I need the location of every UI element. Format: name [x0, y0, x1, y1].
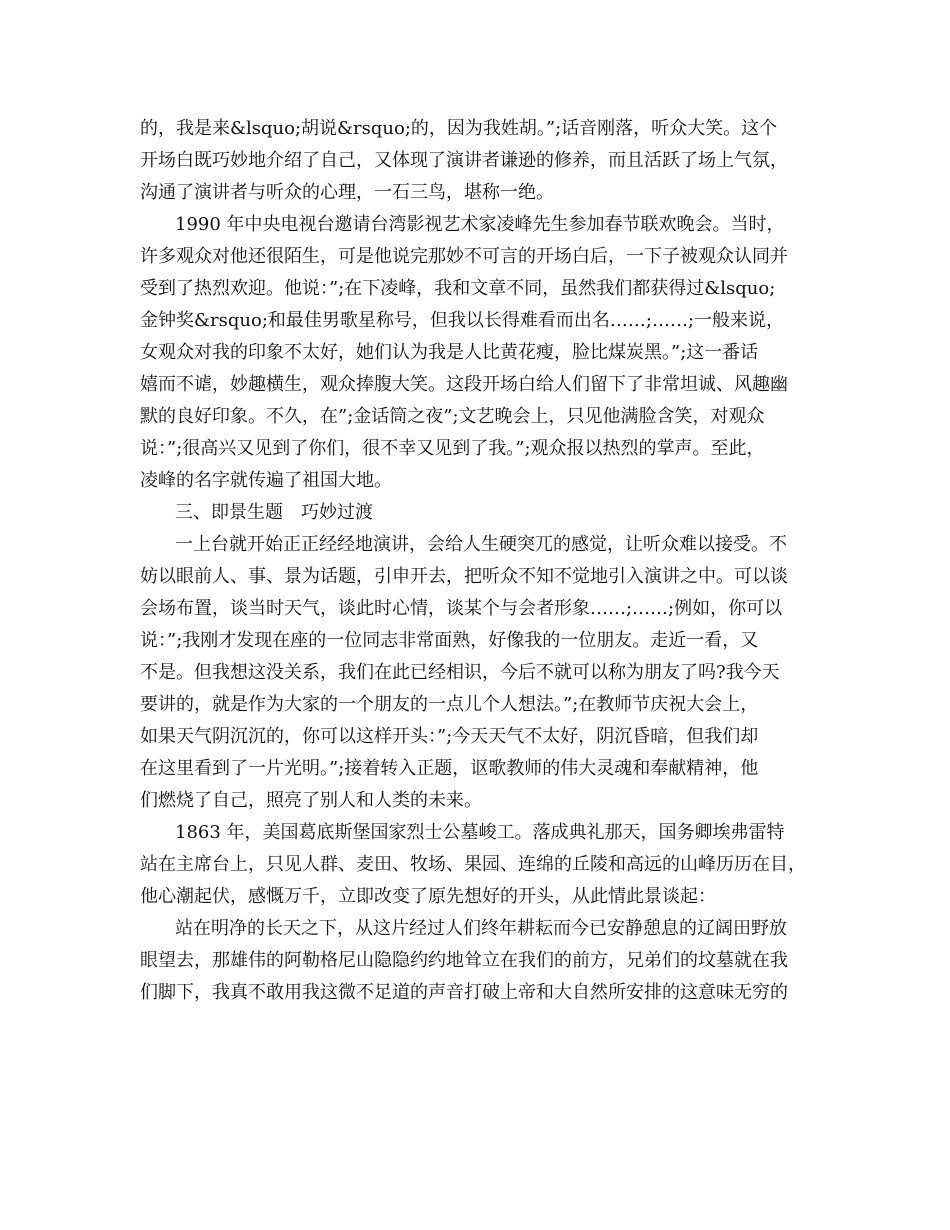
text-line: 开场白既巧妙地介绍了自己，又体现了演讲者谦逊的修养，而且活跃了场上气氛，: [140, 150, 788, 171]
paragraph-first-line: 1990 年中央电视台邀请台湾影视艺术家凌峰先生参加春节联欢晚会。当时，: [175, 214, 785, 235]
text-line: 要讲的，就是作为大家的一个朋友的一点儿个人想法。”;在教师节庆祝大会上，: [140, 694, 759, 715]
text-line: 金钟奖&rsquo;和最佳男歌星称号，但我以长得难看而出名……;……;一般来说，: [140, 310, 785, 331]
text-line: 们脚下，我真不敢用我这微不足道的声音打破上帝和大自然所安排的这意味无穷的: [140, 982, 788, 1003]
text-line: 说：”;我刚才发现在座的一位同志非常面熟，好像我的一位朋友。走近一看，又: [140, 630, 759, 651]
text-line: 的，我是来&lsquo;胡说&rsquo;的，因为我姓胡。”;话音刚落，听众大笑。这个: [140, 118, 778, 139]
paragraph-first-line: 站在明净的长天之下，从这片经过人们终年耕耘而今已安静憩息的辽阔田野放: [175, 918, 787, 939]
text-line: 许多观众对他还很陌生，可是他说完那妙不可言的开场白后，一下子被观众认同并: [140, 246, 788, 267]
text-line: 如果天气阴沉沉的，你可以这样开头：”;今天天气不太好，阴沉昏暗，但我们却: [140, 726, 759, 747]
text-line: 说：”;很高兴又见到了你们，很不幸又见到了我。”;观众报以热烈的掌声。至此，: [140, 438, 765, 459]
paragraph-first-line: 1863 年，美国葛底斯堡国家烈士公墓峻工。落成典礼那天，国务卿埃弗雷特: [175, 822, 785, 843]
text-line: 在这里看到了一片光明。”;接着转入正题，讴歌教师的伟大灵魂和奉献精神，他: [140, 758, 759, 779]
section-heading: 三、即景生题 巧妙过渡: [175, 502, 373, 523]
text-line: 不是。但我想这没关系，我们在此已经相识，今后不就可以称为朋友了吗?我今天: [140, 662, 780, 683]
text-line: 他心潮起伏，感慨万千，立即改变了原先想好的开头，从此情此景谈起：: [140, 886, 716, 907]
document-body: [140, 113, 820, 1009]
text-line: 凌峰的名字就传遍了祖国大地。: [140, 470, 392, 491]
text-line: 嬉而不谑，妙趣横生，观众捧腹大笑。这段开场白给人们留下了非常坦诚、风趣幽: [140, 374, 788, 395]
text-line: 站在主席台上，只见人群、麦田、牧场、果园、连绵的丘陵和高远的山峰历历在目，: [140, 854, 806, 875]
text-line: 妨以眼前人、事、景为话题，引申开去，把听众不知不觉地引入演讲之中。可以谈: [140, 566, 788, 587]
text-line: 眼望去，那雄伟的阿勒格尼山隐隐约约地耸立在我们的前方，兄弟们的坟墓就在我: [140, 950, 788, 971]
paragraph-first-line: 一上台就开始正正经经地演讲，会给人生硬突兀的感觉，让听众难以接受。不: [175, 534, 787, 555]
text-line: 受到了热烈欢迎。他说：”;在下凌峰，我和文章不同，虽然我们都获得过&lsquo;: [140, 278, 776, 299]
text-line: 会场布置，谈当时天气，谈此时心情，谈某个与会者形象……;……;例如，你可以: [140, 598, 783, 619]
text-line: 沟通了演讲者与听众的心理，一石三鸟，堪称一绝。: [140, 182, 554, 203]
text-line: 默的良好印象。不久，在”;金话筒之夜”;文艺晚会上，只见他满脸含笑，对观众: [140, 406, 765, 427]
text-line: 女观众对我的印象不太好，她们认为我是人比黄花瘦，脸比煤炭黑。”;这一番话: [140, 342, 759, 363]
text-line: 们燃烧了自己，照亮了别人和人类的未来。: [140, 790, 482, 811]
